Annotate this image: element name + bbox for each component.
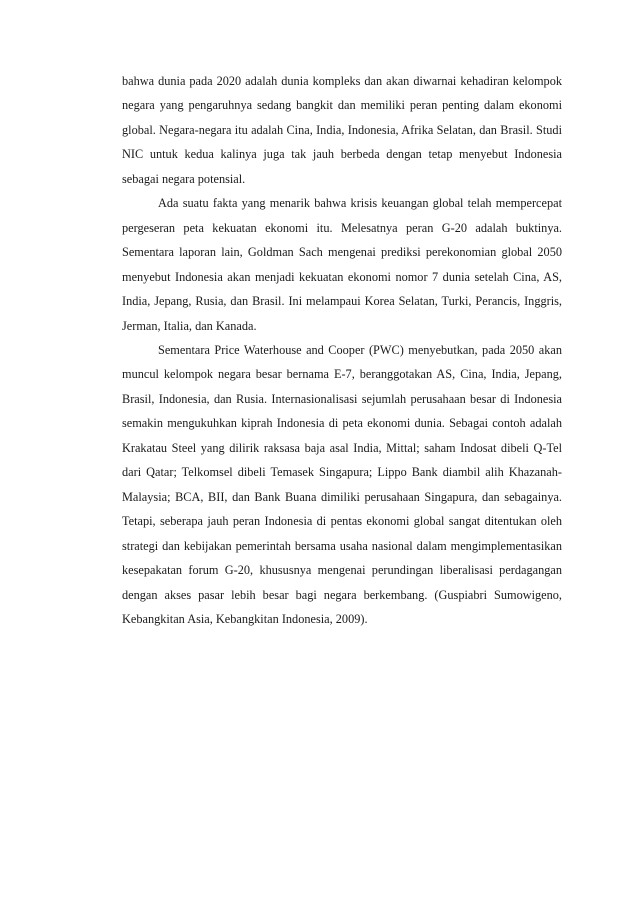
body-text <box>122 69 562 631</box>
paragraph-continuation: bahwa dunia pada 2020 adalah dunia kompleks dan akan diwarnai kehadiran kelompok negara yang pengaruhnya sedang bangkit dan memiliki peran penting dalam ekonomi global. Negara-negara itu adalah Cina, India, Indonesia, Afrika Selatan, dan Brasil. Studi NIC untuk kedua kalinya juga tak jauh berbeda dengan tetap menyebut Indonesia sebagai negara potensial. <box>122 74 562 186</box>
paragraph-pwc-e7: Sementara Price Waterhouse and Cooper (PWC) menyebutkan, pada 2050 akan muncul kelompok negara besar bernama E-7, beranggotakan AS, Cina, India, Jepang, Brasil, Indonesia, dan Rusia. Internasionalisasi sejumlah perusahaan besar di Indonesia semakin mengukuhkan kiprah Indonesia di peta ekonomi dunia. Sebagai contoh adalah Krakatau Steel yang dilirik raksasa baja asal India, Mittal; saham Indosat dibeli Q-Tel dari Qatar; Telkomsel dibeli Temasek Singapura; Lippo Bank diambil alih Khazanah-Malaysia; BCA, BII, dan Bank Buana dimiliki perusahaan Singapura, dan sebagainya. Tetapi, seberapa jauh peran Indonesia di pentas ekonomi global sangat ditentukan oleh strategi dan kebijakan pemerintah bersama usaha nasional dalam mengimplementasikan kesepakatan forum G-20, khususnya mengenai perundingan liberalisasi perdagangan dengan akses pasar lebih besar bagi negara berkembang. (Guspiabri Sumowigeno, Kebangkitan Asia, Kebangkitan Indonesia, 2009). <box>122 342 562 626</box>
paragraph-financial-crisis: Ada suatu fakta yang menarik bahwa krisis keuangan global telah mempercepat pergeseran peta kekuatan ekonomi itu. Melesatnya peran G-20 adalah buktinya. Sementara laporan lain, Goldman Sach mengenai prediksi perekonomian global 2050 menyebut Indonesia akan menjadi kekuatan ekonomi nomor 7 dunia setelah Cina, AS, India, Jepang, Rusia, dan Brasil. Ini melampaui Korea Selatan, Turki, Perancis, Inggris, Jerman, Italia, dan Kanada. <box>122 196 562 333</box>
